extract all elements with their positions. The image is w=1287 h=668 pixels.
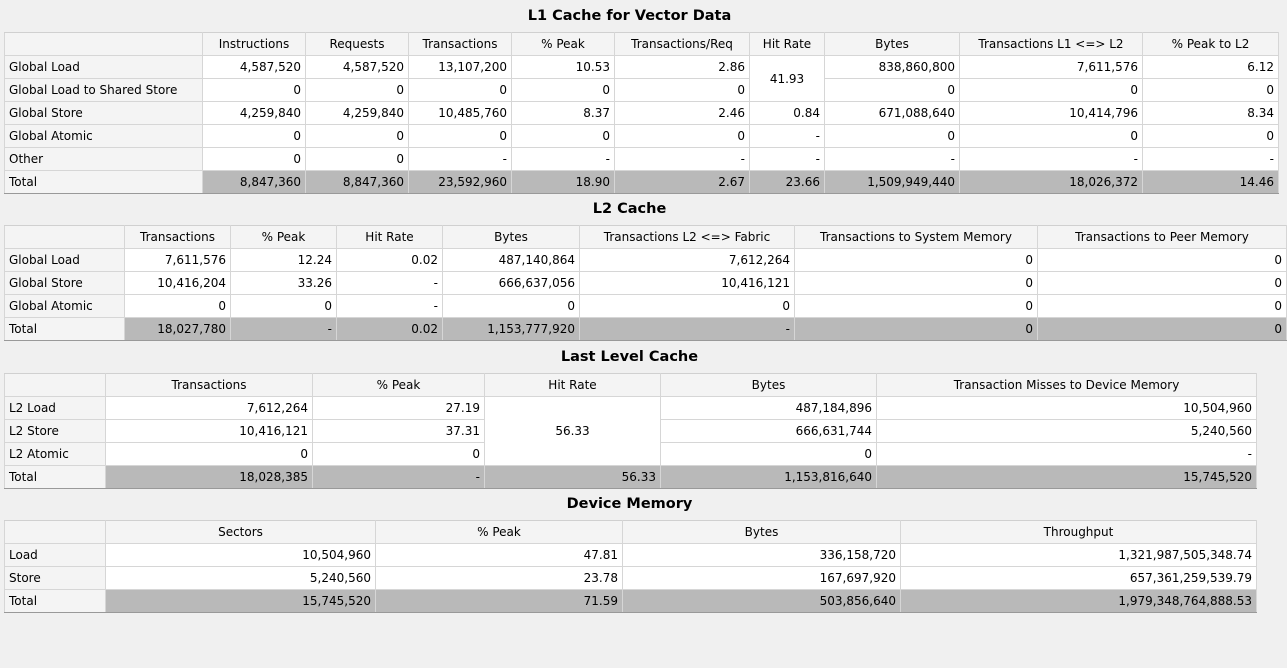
column-header[interactable]: % Peak [376,521,623,544]
table-cell: 7,612,264 [580,249,795,272]
table-cell: 13,107,200 [409,56,512,79]
row-label: Global Load [5,56,203,79]
row-label: Total [5,318,125,341]
row-label: L2 Load [5,397,106,420]
table-cell: 2.67 [615,171,750,194]
table-cell: 8,847,360 [203,171,306,194]
table-cell: 15,745,520 [106,590,376,613]
table-cell: 8,847,360 [306,171,409,194]
table-row[interactable] [5,567,1257,590]
table-cell: 56.33 [485,397,661,466]
table-cell: 10,504,960 [106,544,376,567]
column-header[interactable]: Transactions [409,33,512,56]
column-header[interactable]: Hit Rate [750,33,825,56]
column-header[interactable]: Transactions to System Memory [795,226,1038,249]
table-cell: 7,611,576 [125,249,231,272]
table-cell: - [615,148,750,171]
table-cell: 1,321,987,505,348.74 [901,544,1257,567]
row-label: Other [5,148,203,171]
column-header[interactable]: Transactions [125,226,231,249]
table-row[interactable] [5,272,1287,295]
table-cell: 503,856,640 [623,590,901,613]
column-header[interactable]: % Peak [313,374,485,397]
table-cell: 8.34 [1143,102,1279,125]
total-row[interactable] [5,466,1257,489]
table-cell: 23.78 [376,567,623,590]
table-cell: - [750,148,825,171]
row-label: Load [5,544,106,567]
column-header[interactable]: Instructions [203,33,306,56]
table-cell: 10,414,796 [960,102,1143,125]
table-cell: 657,361,259,539.79 [901,567,1257,590]
table-cell: 0 [203,148,306,171]
row-label: Global Atomic [5,295,125,318]
table-cell: 71.59 [376,590,623,613]
l2-cache-table [4,225,1287,341]
row-label: Global Load to Shared Store [5,79,203,102]
table-row[interactable] [5,249,1287,272]
row-label: Store [5,567,106,590]
table-cell: 0 [661,443,877,466]
table-cell: 0 [409,79,512,102]
table-cell: 37.31 [313,420,485,443]
table-cell: 27.19 [313,397,485,420]
column-header[interactable]: Bytes [825,33,960,56]
table-cell: 0 [306,148,409,171]
header-row [5,33,1279,56]
table-cell: 5,240,560 [106,567,376,590]
table-cell: 2.46 [615,102,750,125]
table-cell: 4,259,840 [203,102,306,125]
l2-cache-title: L2 Cache [592,201,667,217]
table-cell: 1,979,348,764,888.53 [901,590,1257,613]
table-cell: 1,153,816,640 [661,466,877,489]
column-header[interactable]: Transactions to Peer Memory [1038,226,1287,249]
table-cell: 18,026,372 [960,171,1143,194]
table-cell: 10,504,960 [877,397,1257,420]
table-cell: 0.02 [337,249,443,272]
table-cell: 7,612,264 [106,397,313,420]
table-cell: 0 [306,125,409,148]
table-cell: - [231,318,337,341]
table-cell: 487,184,896 [661,397,877,420]
table-cell: 23.66 [750,171,825,194]
column-header[interactable]: % Peak [512,33,615,56]
row-label: L2 Atomic [5,443,106,466]
column-header[interactable]: Throughput [901,521,1257,544]
table-cell: 8.37 [512,102,615,125]
table-cell: 0 [125,295,231,318]
table-cell: - [580,318,795,341]
table-cell: 1,153,777,920 [443,318,580,341]
table-cell: 0 [825,125,960,148]
corner-cell [5,521,106,544]
column-header[interactable]: Hit Rate [337,226,443,249]
column-header[interactable]: Sectors [106,521,376,544]
table-cell: 0 [1038,272,1287,295]
table-cell: 336,158,720 [623,544,901,567]
table-cell: - [409,148,512,171]
table-row[interactable] [5,79,1279,102]
column-header[interactable]: % Peak [231,226,337,249]
table-cell: 12.24 [231,249,337,272]
column-header[interactable]: Transactions [106,374,313,397]
table-cell: 0 [795,318,1038,341]
table-cell: - [313,466,485,489]
header-row [5,226,1287,249]
table-cell: 56.33 [485,466,661,489]
table-cell: - [512,148,615,171]
total-row[interactable] [5,171,1279,194]
table-row[interactable] [5,397,1257,420]
table-row[interactable] [5,295,1287,318]
table-cell: 15,745,520 [877,466,1257,489]
table-cell: 666,631,744 [661,420,877,443]
table-cell: 838,860,800 [825,56,960,79]
table-cell: 487,140,864 [443,249,580,272]
table-cell: 33.26 [231,272,337,295]
row-label: Global Load [5,249,125,272]
table-cell: 666,637,056 [443,272,580,295]
table-cell: - [750,125,825,148]
l1-cache-table [4,32,1279,194]
table-cell: 47.81 [376,544,623,567]
table-cell: - [1143,148,1279,171]
table-cell: 14.46 [1143,171,1279,194]
table-cell: 0 [1038,318,1287,341]
table-cell: 0 [106,443,313,466]
row-label: Total [5,466,106,489]
column-header[interactable]: % Peak to L2 [1143,33,1279,56]
column-header[interactable]: Transaction Misses to Device Memory [877,374,1257,397]
table-cell: 0 [203,79,306,102]
table-cell: 18,028,385 [106,466,313,489]
table-row[interactable] [5,102,1279,125]
table-cell: 6.12 [1143,56,1279,79]
table-cell: 10,416,121 [106,420,313,443]
table-row[interactable] [5,148,1279,171]
column-header[interactable]: Requests [306,33,409,56]
row-label: Global Atomic [5,125,203,148]
table-cell: 0 [795,272,1038,295]
table-cell: 7,611,576 [960,56,1143,79]
table-cell: 0 [231,295,337,318]
row-label: L2 Store [5,420,106,443]
last-level-cache-table [4,373,1257,489]
table-cell: - [337,295,443,318]
table-cell: 2.86 [615,56,750,79]
l1-cache-title: L1 Cache for Vector Data [527,8,732,24]
device-memory-table [4,520,1257,613]
header-row [5,521,1257,544]
corner-cell [5,33,203,56]
table-cell: 1,509,949,440 [825,171,960,194]
table-cell: 0 [615,79,750,102]
column-header[interactable]: Transactions L1 <=> L2 [960,33,1143,56]
header-row [5,374,1257,397]
table-cell: 18.90 [512,171,615,194]
device-memory-title: Device Memory [566,496,693,512]
table-cell: 10,416,121 [580,272,795,295]
table-cell: 0.84 [750,102,825,125]
table-row[interactable] [5,544,1257,567]
column-header[interactable]: Transactions/Req [615,33,750,56]
table-cell: 0 [795,295,1038,318]
row-label: Total [5,171,203,194]
corner-cell [5,374,106,397]
row-label: Global Store [5,102,203,125]
table-row[interactable] [5,56,1279,79]
total-row[interactable] [5,590,1257,613]
table-cell: 0 [203,125,306,148]
column-header[interactable]: Hit Rate [485,374,661,397]
table-cell: - [960,148,1143,171]
table-cell: 671,088,640 [825,102,960,125]
table-cell: 41.93 [750,56,825,102]
table-row[interactable] [5,125,1279,148]
column-header[interactable]: Bytes [623,521,901,544]
table-cell: 0 [512,125,615,148]
table-cell: 0 [795,249,1038,272]
column-header[interactable]: Bytes [443,226,580,249]
table-cell: 10.53 [512,56,615,79]
column-header[interactable]: Transactions L2 <=> Fabric [580,226,795,249]
table-cell: 0 [580,295,795,318]
table-cell: 167,697,920 [623,567,901,590]
table-cell: 0 [825,79,960,102]
table-cell: 0.02 [337,318,443,341]
table-cell: 0 [409,125,512,148]
table-cell: 23,592,960 [409,171,512,194]
table-cell: 4,587,520 [306,56,409,79]
table-cell: 0 [443,295,580,318]
table-cell: - [825,148,960,171]
table-cell: 10,485,760 [409,102,512,125]
table-cell: 0 [1038,249,1287,272]
table-cell: 0 [1143,125,1279,148]
table-cell: 0 [960,79,1143,102]
table-cell: 0 [615,125,750,148]
table-cell: 0 [313,443,485,466]
table-cell: 5,240,560 [877,420,1257,443]
table-cell: 0 [306,79,409,102]
last-level-cache-title: Last Level Cache [560,349,699,365]
corner-cell [5,226,125,249]
table-cell: 18,027,780 [125,318,231,341]
table-cell: 0 [1143,79,1279,102]
row-label: Total [5,590,106,613]
column-header[interactable]: Bytes [661,374,877,397]
table-cell: - [337,272,443,295]
table-cell: - [877,443,1257,466]
table-cell: 10,416,204 [125,272,231,295]
table-cell: 0 [1038,295,1287,318]
table-cell: 0 [960,125,1143,148]
table-cell: 4,259,840 [306,102,409,125]
table-cell: 4,587,520 [203,56,306,79]
total-row[interactable] [5,318,1287,341]
table-cell: 0 [512,79,615,102]
row-label: Global Store [5,272,125,295]
